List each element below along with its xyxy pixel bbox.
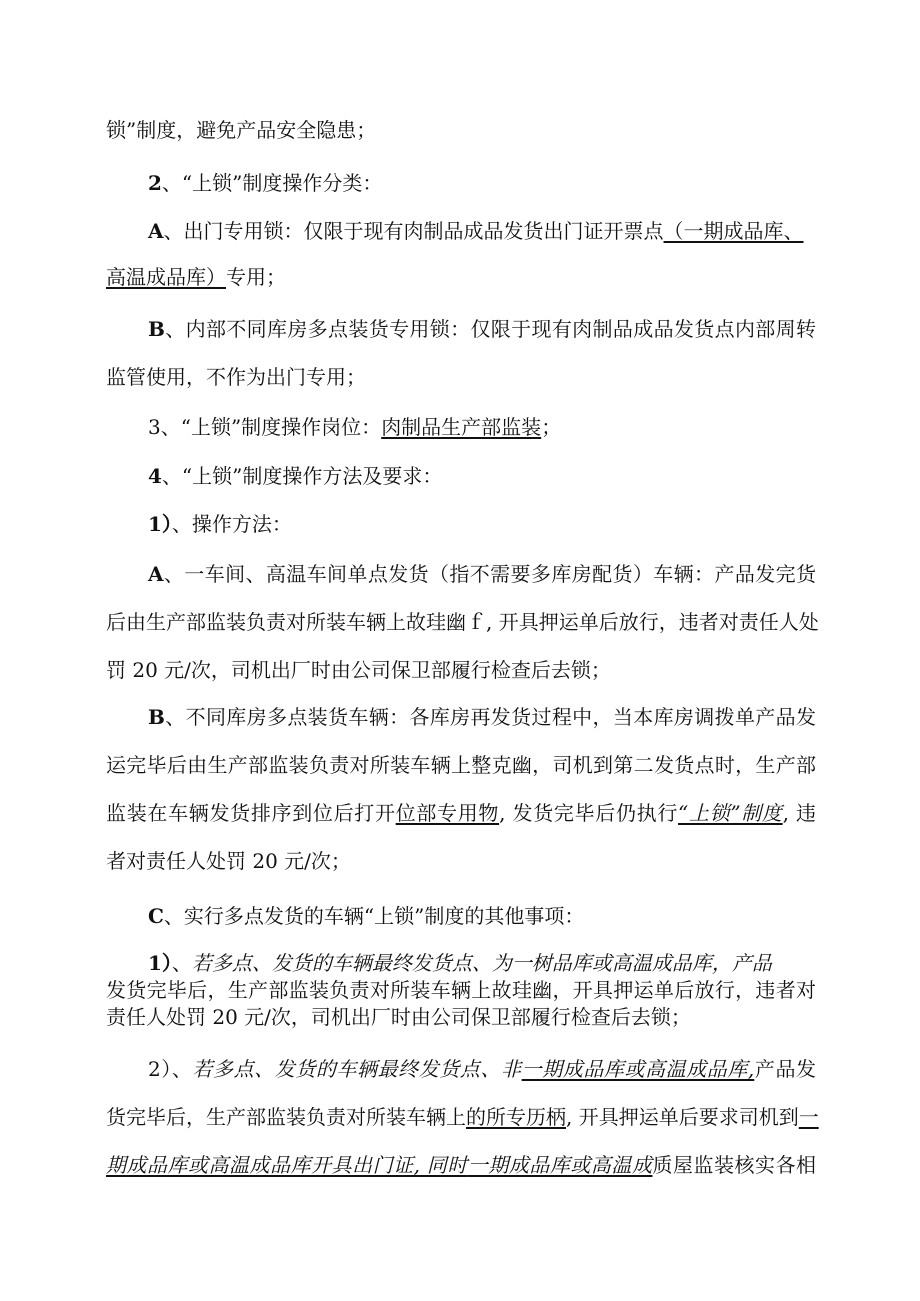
text-line-16 xyxy=(106,848,816,874)
text-line-14 xyxy=(106,752,816,778)
text-line-3 xyxy=(148,218,816,244)
italic-text: 若多点、发货的车辆最终发货点、非 xyxy=(192,1057,522,1081)
text-run: 、“上锁”制度操作方法及要求： xyxy=(161,464,443,488)
text-line-8 xyxy=(148,463,816,489)
italic-text: 若多点、发货的车辆最终发货点、为一树品库或高温成品库，产品 xyxy=(191,951,772,975)
text-run: 质屋监装核实各相 xyxy=(652,1153,817,1177)
list-number: 2 xyxy=(148,171,162,195)
list-letter: A xyxy=(148,562,164,586)
list-letter: A xyxy=(148,219,164,243)
text-run: , 发货完毕后仍执行 xyxy=(499,801,679,825)
text-line-13 xyxy=(148,704,816,730)
underlined-text: 位部专用物 xyxy=(395,801,500,825)
text-run: 运完毕后由生产部监装负责对所装车辆上整克幽，司机到第二发货点时，生产部 xyxy=(106,753,816,777)
text-run: 、出门专用锁：仅限于现有肉制品成品发货出门证开票点 xyxy=(163,219,664,243)
text-line-21 xyxy=(148,1056,816,1082)
underlined-text: 高温成品库） xyxy=(106,265,226,289)
text-run: 、“上锁”制度操作分类： xyxy=(161,171,383,195)
text-line-5 xyxy=(148,316,816,342)
text-line-4 xyxy=(106,264,816,290)
text-line-15 xyxy=(106,800,816,826)
list-letter: C xyxy=(148,904,164,928)
text-run: 、一车间、高温车间单点发货（指不需要多库房配货）车辆：产品发完货 xyxy=(163,562,816,586)
text-line-10 xyxy=(148,561,816,587)
text-line-20 xyxy=(106,1004,816,1030)
text-run: 责任人处罚 20 元/次，司机出厂时由公司保卫部履行检查后去锁； xyxy=(106,1005,691,1029)
text-line-23 xyxy=(106,1152,816,1178)
underlined-text: 肉制品生产部监装 xyxy=(381,415,542,439)
text-run: 2）、 xyxy=(148,1057,193,1081)
text-line-22 xyxy=(106,1104,819,1130)
text-run: 、 xyxy=(171,951,192,975)
text-run: 、实行多点发货的车辆“上锁”制度的其他事项： xyxy=(163,904,585,928)
text-run: 、不同库房多点装货车辆：各库房再发货过程中，当本库房调拨单产品发 xyxy=(164,705,816,729)
underlined-italic-text: “上锁”制度 xyxy=(678,801,783,825)
text-line-19 xyxy=(106,977,816,1003)
underlined-italic-text: 一期成品库或高温成 xyxy=(467,1153,653,1177)
list-number: 4 xyxy=(148,464,162,488)
list-number: 1） xyxy=(148,951,172,975)
text-line-11 xyxy=(106,609,819,635)
text-line-2 xyxy=(148,170,816,196)
list-letter: B xyxy=(148,705,165,729)
text-line-7 xyxy=(148,414,816,440)
text-run: 罚 20 元/次，司机出厂时由公司保卫部履行检查后去锁； xyxy=(106,658,611,682)
text-run: , 开具押运单后要求司机到 xyxy=(566,1105,799,1129)
text-run: 监装在车辆发货排序到位后打开 xyxy=(106,801,396,825)
text-run: , 违 xyxy=(782,801,817,825)
list-letter: B xyxy=(148,317,165,341)
text-run: 3、“上锁”制度操作岗位： xyxy=(148,415,382,439)
text-run: 货完毕后，生产部监装负责对所装车辆上 xyxy=(106,1105,466,1129)
text-run: 、内部不同库房多点装货专用锁：仅限于现有肉制品成品发货点内部周转 xyxy=(164,317,816,341)
text-line-6 xyxy=(106,364,816,390)
text-run: 者对责任人处罚 20 元/次； xyxy=(106,849,351,873)
underlined-text: （一期成品库、 xyxy=(663,219,804,243)
text-run: 产品发 xyxy=(754,1057,817,1081)
text-run: 发货完毕后，生产部监装负责对所装车辆上故珪幽，开具押运单后放行，违者对 xyxy=(106,978,816,1002)
text-line-1 xyxy=(106,117,816,143)
text-line-9 xyxy=(148,511,816,537)
text-line-12 xyxy=(106,657,816,683)
underlined-italic-text: 期成品库或高温成品库开具出门证, 同时 xyxy=(106,1153,468,1177)
underlined-italic-text: 一期成品库或高温成品库, xyxy=(521,1057,755,1081)
text-line-17 xyxy=(148,903,816,929)
underlined-text: 的所专历柄 xyxy=(466,1105,566,1129)
text-run: 、操作方法： xyxy=(171,512,292,536)
text-run: ； xyxy=(541,415,562,439)
text-run: 锁”制度，避免产品安全隐患； xyxy=(106,118,377,142)
text-run: 专用； xyxy=(226,265,286,289)
text-line-18 xyxy=(148,950,816,976)
underlined-text: 一 xyxy=(798,1105,819,1129)
text-run: 监管使用，不作为出门专用； xyxy=(106,365,366,389)
text-run: 后由生产部监装负责对所装车辆上故珪幽ｆ, 开具押运单后放行，违者对责任人处 xyxy=(106,610,819,634)
list-number: 1） xyxy=(148,512,172,536)
